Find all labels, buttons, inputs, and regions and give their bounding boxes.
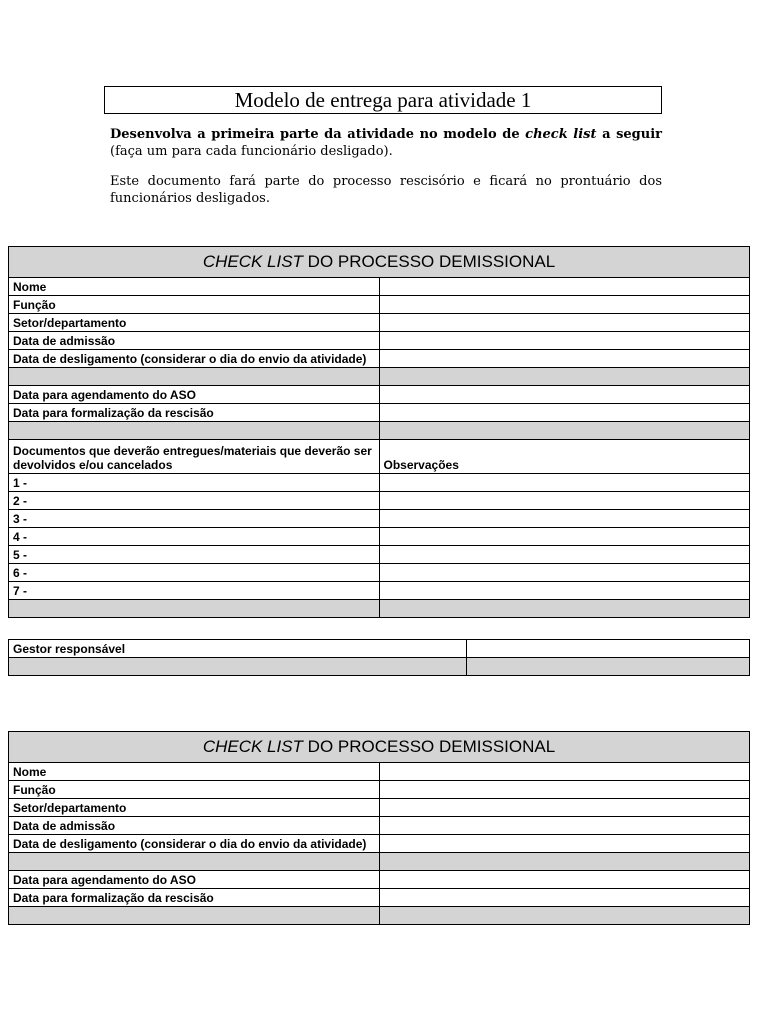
separator-row — [9, 600, 380, 618]
value-funcao[interactable] — [379, 296, 750, 314]
item-label: 5 - — [9, 546, 380, 564]
separator-row — [379, 907, 750, 925]
label-setor: Setor/departamento — [9, 799, 380, 817]
label-nome: Nome — [9, 278, 380, 296]
separator-row — [9, 422, 380, 440]
checklist-table-2 — [8, 731, 750, 925]
item-observation[interactable] — [379, 528, 750, 546]
checklist-table-1 — [8, 246, 750, 618]
value-admissao[interactable] — [379, 817, 750, 835]
label-nome: Nome — [9, 763, 380, 781]
label-desligamento: Data de desligamento (considerar o dia do envio da atividade) — [9, 350, 380, 368]
intro-paragraph-1 — [110, 126, 662, 160]
value-funcao[interactable] — [379, 781, 750, 799]
manager-value[interactable] — [467, 640, 750, 658]
label-aso: Data para agendamento do ASO — [9, 386, 380, 404]
intro-rest: (faça um para cada funcionário desligado). — [110, 144, 393, 159]
intro-paragraph-2: Este documento fará parte do processo rescisório e ficará no prontuário dos funcionários desligados. — [110, 174, 662, 206]
intro-bold-a: Desenvolva a primeira parte da atividade no modelo de — [110, 127, 526, 142]
value-desligamento[interactable] — [379, 835, 750, 853]
item-label: 7 - — [9, 582, 380, 600]
label-desligamento: Data de desligamento (considerar o dia do envio da atividade) — [9, 835, 380, 853]
value-nome[interactable] — [379, 763, 750, 781]
separator-row — [9, 368, 380, 386]
value-setor[interactable] — [379, 799, 750, 817]
separator-row — [9, 907, 380, 925]
label-rescisao: Data para formalização da rescisão — [9, 404, 380, 422]
checklist-header-rest: DO PROCESSO DEMISSIONAL — [302, 252, 556, 271]
observations-label: Observações — [379, 440, 750, 474]
separator-row — [9, 853, 380, 871]
value-nome[interactable] — [379, 278, 750, 296]
intro-bold-b: a seguir — [596, 127, 662, 142]
checklist-header-italic: CHECK LIST — [202, 252, 303, 271]
checklist-header-italic: CHECK LIST — [202, 737, 303, 756]
separator-row — [379, 422, 750, 440]
item-label: 6 - — [9, 564, 380, 582]
item-observation[interactable] — [379, 546, 750, 564]
manager-label: Gestor responsável — [9, 640, 467, 658]
value-rescisao[interactable] — [379, 889, 750, 907]
checklist-header-rest: DO PROCESSO DEMISSIONAL — [302, 737, 556, 756]
item-observation[interactable] — [379, 564, 750, 582]
separator-row — [379, 600, 750, 618]
checklist-header — [9, 247, 750, 278]
intro-italic: check list — [525, 127, 597, 142]
separator-row — [379, 368, 750, 386]
page-title: Modelo de entrega para atividade 1 — [104, 86, 662, 114]
value-rescisao[interactable] — [379, 404, 750, 422]
separator-row — [379, 853, 750, 871]
item-label: 3 - — [9, 510, 380, 528]
value-aso[interactable] — [379, 871, 750, 889]
label-rescisao: Data para formalização da rescisão — [9, 889, 380, 907]
label-funcao: Função — [9, 781, 380, 799]
label-aso: Data para agendamento do ASO — [9, 871, 380, 889]
item-label: 2 - — [9, 492, 380, 510]
checklist-header — [9, 732, 750, 763]
separator-row — [9, 658, 467, 676]
value-desligamento[interactable] — [379, 350, 750, 368]
item-observation[interactable] — [379, 582, 750, 600]
label-admissao: Data de admissão — [9, 817, 380, 835]
value-admissao[interactable] — [379, 332, 750, 350]
label-funcao: Função — [9, 296, 380, 314]
item-observation[interactable] — [379, 474, 750, 492]
label-setor: Setor/departamento — [9, 314, 380, 332]
documents-label: Documentos que deverão entregues/materiais que deverão ser devolvidos e/ou cancelados — [9, 440, 380, 474]
value-setor[interactable] — [379, 314, 750, 332]
separator-row — [467, 658, 750, 676]
item-observation[interactable] — [379, 510, 750, 528]
item-label: 4 - — [9, 528, 380, 546]
item-label: 1 - — [9, 474, 380, 492]
label-admissao: Data de admissão — [9, 332, 380, 350]
manager-table — [8, 639, 750, 676]
item-observation[interactable] — [379, 492, 750, 510]
value-aso[interactable] — [379, 386, 750, 404]
